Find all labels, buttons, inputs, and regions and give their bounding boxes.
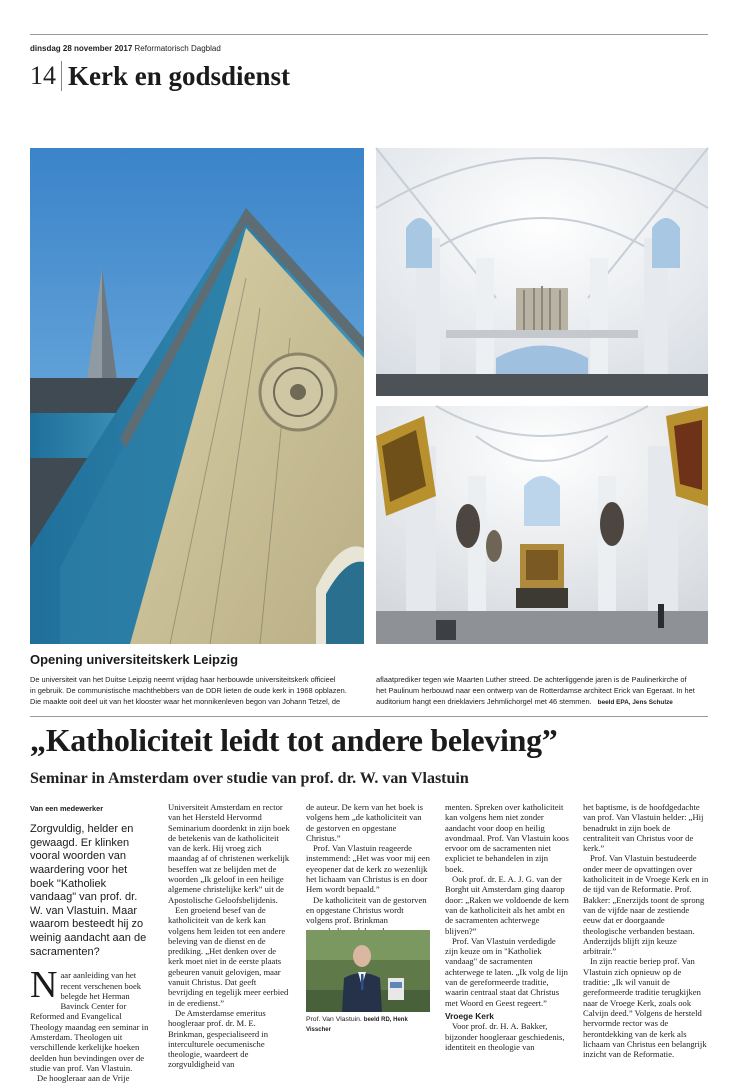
- article-column-5: [583, 802, 709, 1059]
- top-rule: [30, 34, 708, 35]
- paragraph: menten. Spreken over katholiciteit kan volgens hem niet zonder aandacht voor doop en heilig avondmaal. Prof. Van Vlastuin koos ervoor om de sacramenten niet expliciet te behandelen in zijn boek.: [445, 802, 569, 874]
- photo-caption-line: het Paulinum herbouwd naar een ontwerp van de Rotterdamse architect Erick van Egeraat. In het: [376, 686, 695, 696]
- photo-caption-line: in gebruik. De communistische machthebbers van de DDR lieten de oude kerk in 1968 opblazen.: [30, 686, 347, 696]
- photo-exterior-image: [30, 148, 364, 644]
- paper-name: Reformatorisch Dagblad: [134, 44, 221, 53]
- article-column-4: [445, 802, 569, 1052]
- paragraph: De Amsterdamse emeritus hoogleraar prof. dr. M. E. Brinkman, gespecialiseerd in interculturele oecumenische theologie, waardeert de zorgvuldigheid van: [168, 1007, 268, 1070]
- paragraph: In zijn reactie beriep prof. Van Vlastuin zich opnieuw op de traditie: „Ik wil vanuit de gereformeerde traditie terugkijken naar de Vroege Kerk, zoals ook Calvijn deed.” Volgens de hersteld hervormde rector was de herontdekking van de kerk als lichaam van Christus een belangrijk inzicht van de Reformatie.: [583, 956, 707, 1060]
- dateline: [30, 44, 221, 53]
- drop-cap: N: [30, 964, 58, 1007]
- article-rule: [30, 716, 708, 717]
- article-byline: Van een medewerker: [30, 804, 104, 813]
- paragraph: Prof. Van Vlastuin reageerde instemmend: „Het was voor mij een eyeopener dat de kerk zo wezenlijk het lichaam van Christus is en door Hem wordt bepaald.”: [306, 843, 430, 895]
- paragraph: het baptisme, is de hoofdgedachte van prof. Van Vlastuin helder: „Hij benadrukt in zijn boek de centraliteit van Christus voor de kerk.”: [583, 802, 704, 854]
- paragraph: Prof. Van Vlastuin verdedigde zijn keuze om in "Katholiek vandaag" de sacramenten achterwege te laten. „Ik volg de lijn van de gereformeerde traditie, waarin centraal staat dat Christus met Woord en Geest regeert.”: [445, 935, 568, 1008]
- article-lead: [30, 964, 152, 1073]
- portrait-credit: beeld RD, Henk Visscher: [306, 1017, 408, 1034]
- photo-interior-organ-image: [376, 148, 708, 396]
- article-intertitle: Vroege Kerk: [445, 1010, 494, 1021]
- photo-caption-right: [376, 674, 708, 709]
- photo-credit: beeld EPA, Jens Schulze: [597, 699, 673, 707]
- paragraph: de auteur. De kern van het boek is volgens hem „de katholiciteit van de gestorven en opgestane Christus.”: [306, 802, 423, 843]
- photo-caption-line: Die maakte ooit deel uit van het klooster waar het monnikenleven begon van Johann Tetzel, de: [30, 697, 341, 707]
- portrait-photo: [306, 930, 430, 1012]
- article-column-1: [30, 804, 152, 1084]
- article-intro: Zorgvuldig, helder en gewaagd. Er klinken vooral woorden van waardering voor het boek "Katholiek vandaag" van prof. dr. W. van Vlastuin. Maar waarom besteedt hij zo weinig aandacht aan de sacramenten?: [30, 823, 147, 958]
- page-number: 14: [30, 61, 62, 91]
- paragraph: aar aanleiding van het recent verschenen boek belegde het Herman Bavinck Center for Reformed and Evangelical Theology maandag een seminar in Amsterdam. Theologen uit verschillende kerkelijke hoeken deelden hun bevindingen over de studie van prof. Van Vlastuin.: [30, 970, 149, 1073]
- article-column-3: [306, 802, 430, 936]
- article-headline: „Katholiciteit leidt tot andere beleving”: [30, 722, 558, 758]
- photo-caption-line: aflaatprediker tegen wie Maarten Luther streed. De achterliggende jaren is de Paulinerkirche of: [376, 675, 687, 684]
- paragraph: Voor prof. dr. H. A. Bakker, bijzonder hoogleraar geschiedenis, identiteit en theologie van: [445, 1021, 565, 1052]
- section-header: [30, 58, 290, 94]
- photo-interior-altar: [376, 406, 708, 644]
- photo-interior-organ: [376, 148, 708, 396]
- article-column-2: [168, 802, 292, 1070]
- paragraph: Universiteit Amsterdam en rector van het Hersteld Hervormd Seminarium doordenkt in zijn boek de betekenis van de katholiciteit van de kerk. Hij vroeg zich maandag af of christenen werkelijk beseffen wat ze belijden met de woorden „Ik geloof in een heilige algemene christelijke kerk” uit de Apostolische Geloofsbelijdenis.: [168, 802, 290, 905]
- issue-date: dinsdag 28 november 2017: [30, 44, 133, 53]
- portrait-caption: [306, 1015, 430, 1035]
- article-subhead: Seminar in Amsterdam over studie van prof. dr. W. van Vlastuin: [30, 770, 469, 787]
- paragraph: Een groeiend besef van de katholiciteit van de kerk kan volgens hem leiden tot een andere beleving van de dienst en de prediking. „Het denken over de kerk moet niet in de eerste plaats gebeuren vanuit gelovigen, maar vanuit Christus. Dat geeft bevrijding en tegelijk meer eerbied in de eredienst.”: [168, 904, 289, 1008]
- paragraph: Ook prof. dr. E. A. J. G. van der Borght uit Amsterdam ging daarop door: „Raken we voldoende de kern van de katholiciteit als het ambt en de sacramenten achterwege blijven?”: [445, 874, 569, 936]
- photo-exterior: [30, 148, 364, 644]
- photo-caption-line: De universiteit van het Duitse Leipzig neemt vrijdag haar herbouwde universiteitskerk officieel: [30, 675, 336, 684]
- paragraph: De hoogleraar aan de Vrije: [37, 1073, 130, 1084]
- paragraph: De katholiciteit van de gestorven en opgestane Christus wordt volgens prof. Brinkman: [306, 894, 427, 926]
- portrait-caption-text: Prof. Van Vlastuin.: [306, 1016, 362, 1023]
- photo-interior-altar-image: [376, 406, 708, 644]
- photo-caption-left: [30, 674, 364, 708]
- photo-caption-line: auditorium hangt een drieklaviers Jehmlichorgel met 46 stemmen. beeld EPA, Jens Schulze: [376, 697, 673, 707]
- portrait-photo-image: [306, 930, 430, 1012]
- paragraph: Prof. Van Vlastuin bestudeerde onder meer de opvattingen over katholiciteit in de Vroege Kerk en in de tijd van de Reformatie. Prof. Bakker: „Enerzijds toont de sprong van de vijfde naar de zestiende eeuw dat er doorgaande theologische verbanden bestaan. Anderzijds blijft zijn keuze arbitrair.”: [583, 853, 709, 957]
- photo-caption-headline: Opening universiteitskerk Leipzig: [30, 652, 239, 667]
- section-title: Kerk en godsdienst: [68, 60, 291, 91]
